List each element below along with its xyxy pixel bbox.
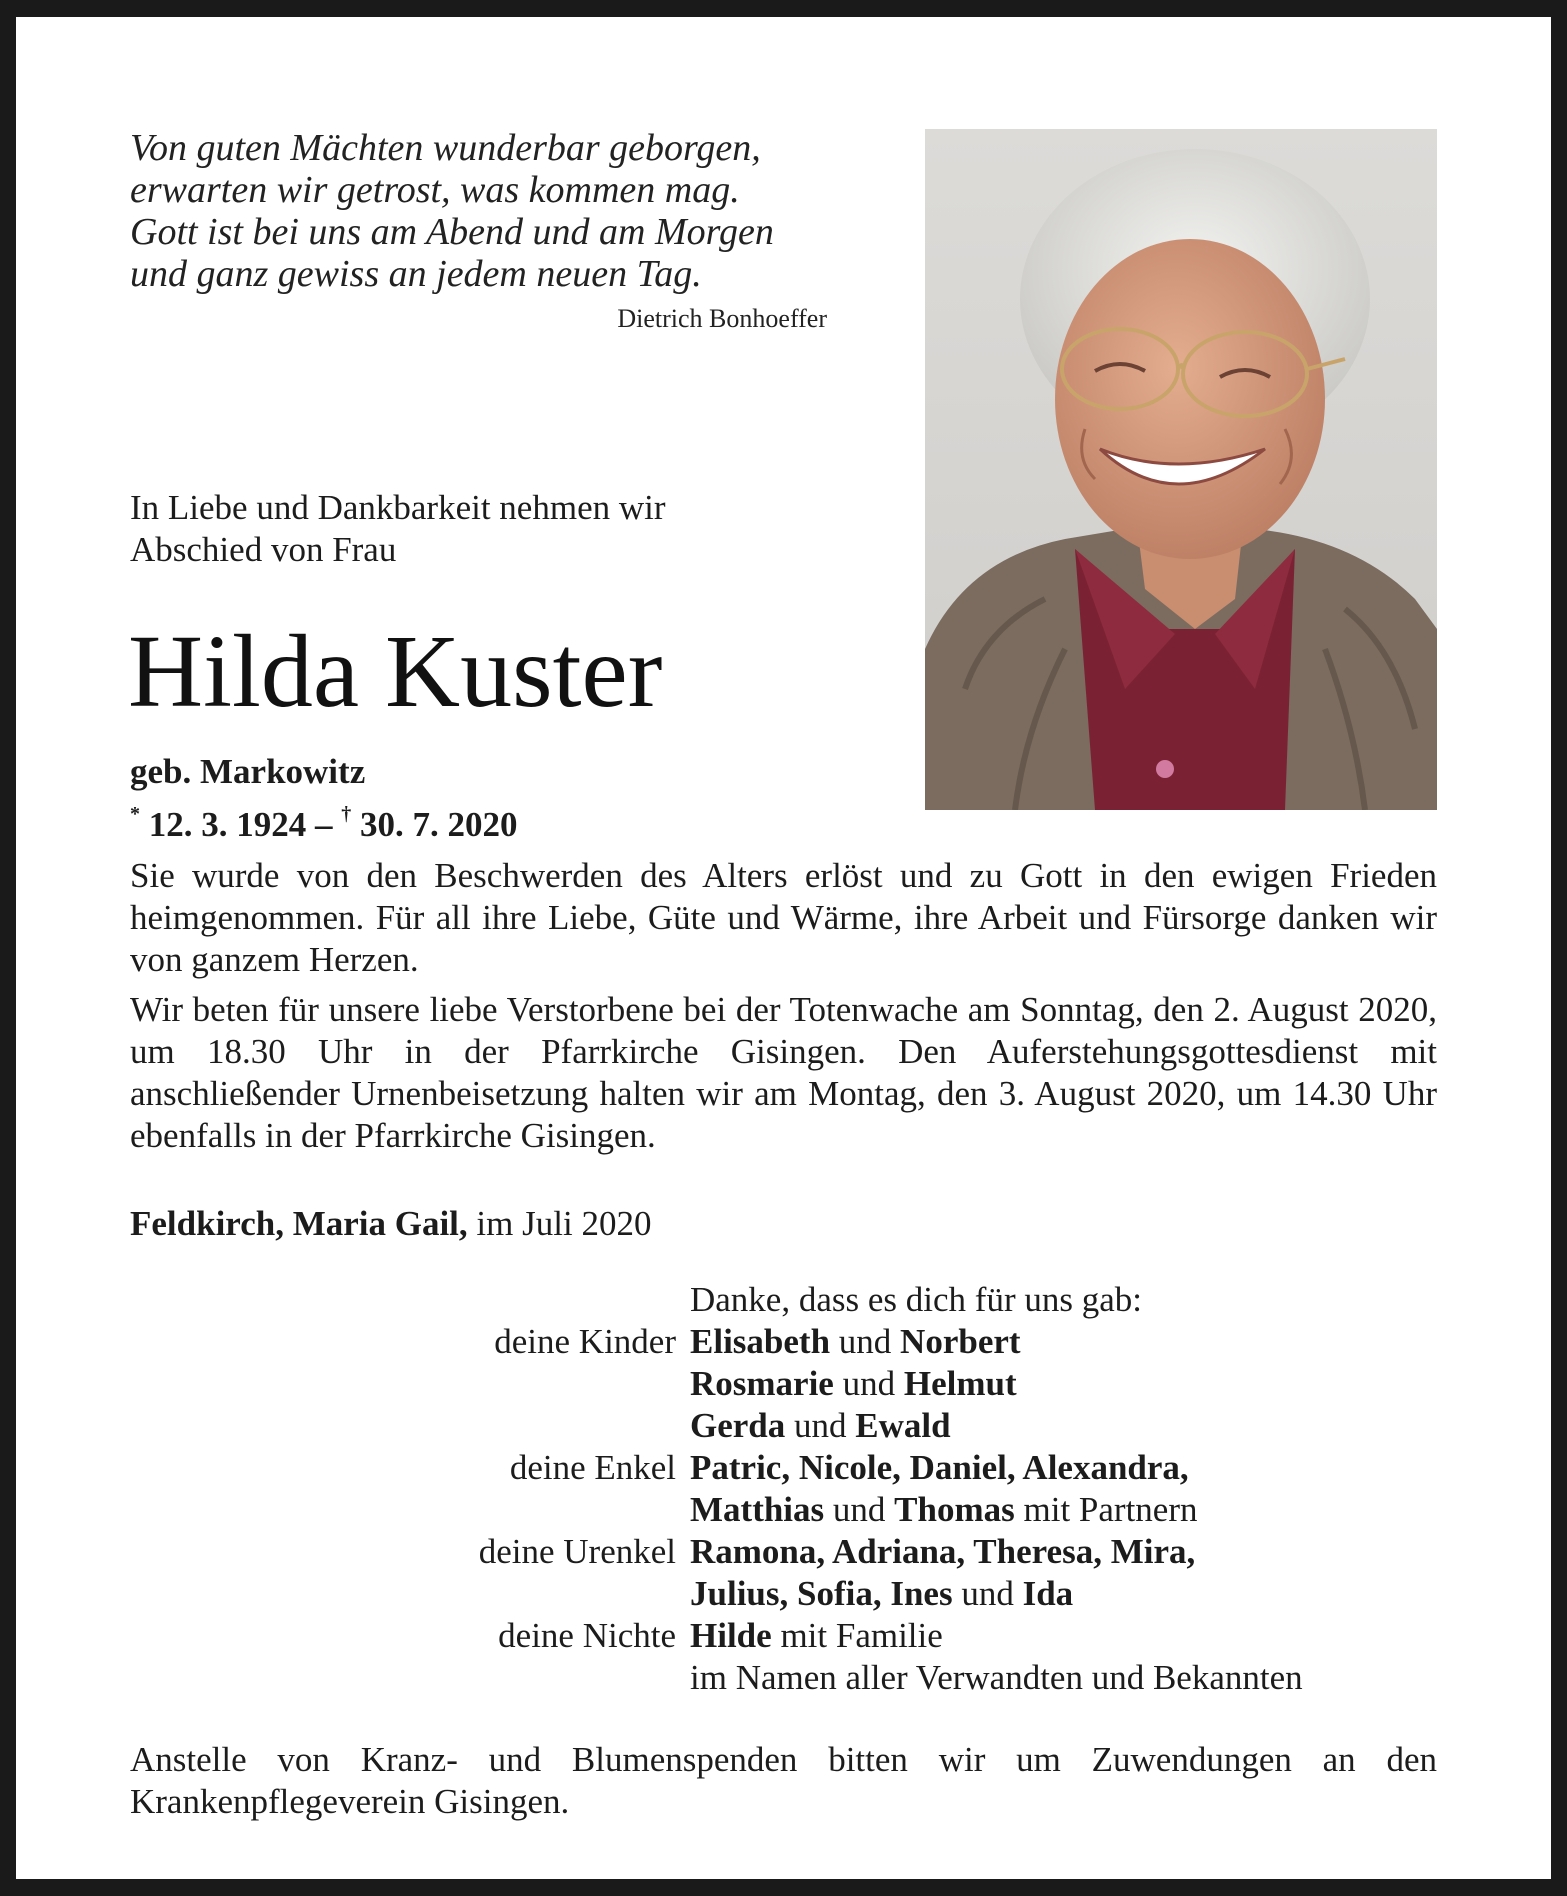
family-row	[130, 1531, 1437, 1573]
family-names: Julius, Sofia, Ines und Ida	[690, 1574, 1074, 1613]
date-dash: –	[315, 805, 333, 844]
family-names: Elisabeth und Norbert	[690, 1322, 1021, 1361]
body-paragraph: Wir beten für unsere liebe Verstorbene bei der Totenwache am Sonntag, den 2. August 2020, um 18.30 Uhr in der Pfarrkirche Gisingen. Den Auferstehungsgottesdienst mit anschließender Urnenbeisetzung halten wir am Montag, den 3. August 2020, um 14.30 Uhr ebenfalls in der Pfarrkirche Gisingen.	[130, 990, 1437, 1155]
intro-line: In Liebe und Dankbarkeit nehmen wir	[130, 488, 666, 527]
place-month: im Juli 2020	[467, 1204, 652, 1243]
family-names: Patric, Nicole, Daniel, Alexandra,	[690, 1448, 1189, 1487]
family-row	[130, 1657, 1437, 1699]
thanks-line: Danke, dass es dich für uns gab:	[690, 1280, 1142, 1319]
relation-label: deine Urenkel	[478, 1532, 676, 1571]
quote-line: Gott ist bei uns am Abend und am Morgen	[130, 211, 774, 253]
quote-line: erwarten wir getrost, was kommen mag.	[130, 169, 740, 211]
family-row	[130, 1573, 1437, 1615]
death-symbol: †	[341, 803, 352, 825]
birth-name: geb. Markowitz	[130, 752, 366, 791]
body-paragraph: Sie wurde von den Beschwerden des Alters erlöst und zu Gott in den ewigen Frieden heimgenommen. Für all ihre Liebe, Güte und Wärme, ihre Arbeit und Fürsorge danken wir von ganzem Herzen.	[130, 856, 1437, 979]
family-row	[130, 1447, 1437, 1489]
family-names: Rosmarie und Helmut	[690, 1364, 1017, 1403]
family-list	[130, 1279, 1437, 1699]
family-names: Ramona, Adriana, Theresa, Mira,	[690, 1532, 1196, 1571]
bonhoeffer-quote	[130, 127, 850, 295]
family-row	[130, 1363, 1437, 1405]
relation-label: deine Nichte	[498, 1616, 676, 1655]
family-names: Matthias und Thomas mit Partnern	[690, 1490, 1198, 1529]
birth-date: 12. 3. 1924	[148, 805, 307, 844]
quote-author: Dietrich Bonhoeffer	[617, 304, 827, 333]
donation-note: Anstelle von Kranz- und Blumenspenden bitten wir um Zuwendungen an den Krankenpflegeverein Gisingen.	[130, 1740, 1437, 1821]
birth-symbol: *	[130, 803, 140, 825]
family-row	[130, 1489, 1437, 1531]
place-date	[130, 1203, 651, 1245]
family-row	[130, 1321, 1437, 1363]
intro-text	[130, 487, 850, 571]
family-row	[130, 1279, 1437, 1321]
place-names: Feldkirch, Maria Gail,	[130, 1204, 468, 1243]
relation-label: deine Kinder	[494, 1322, 676, 1361]
life-dates	[130, 793, 518, 846]
intro-line: Abschied von Frau	[130, 530, 397, 569]
family-names: Gerda und Ewald	[690, 1406, 951, 1445]
relation-label: deine Enkel	[509, 1448, 676, 1487]
family-row	[130, 1615, 1437, 1657]
family-row	[130, 1405, 1437, 1447]
all-relatives-line: im Namen aller Verwandten und Bekannten	[690, 1658, 1303, 1697]
death-date: 30. 7. 2020	[360, 805, 518, 844]
body-text	[130, 855, 1437, 1165]
quote-line: und ganz gewiss an jedem neuen Tag.	[130, 253, 702, 295]
portrait-photo	[925, 129, 1437, 810]
family-names: Hilde mit Familie	[690, 1616, 943, 1655]
quote-line: Von guten Mächten wunderbar geborgen,	[130, 127, 761, 169]
obituary-page	[16, 17, 1551, 1879]
deceased-name: Hilda Kuster	[128, 614, 663, 729]
